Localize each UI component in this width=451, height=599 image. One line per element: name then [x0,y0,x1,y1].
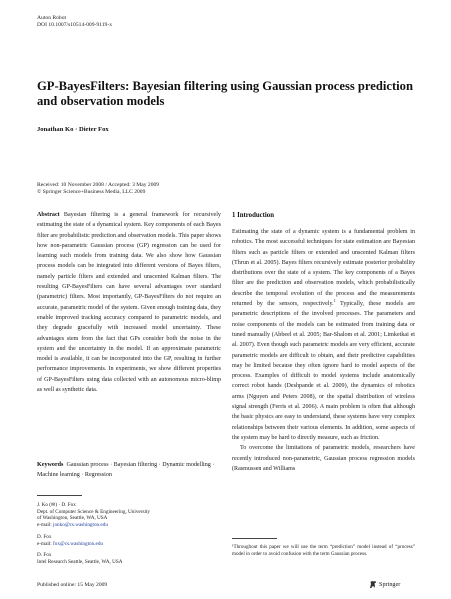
paper-title: GP-BayesFilters: Bayesian filtering using Gaussian process prediction and observation models [37,79,413,109]
affil-location: of Washington, Seattle, WA, USA [37,515,108,522]
affil-authors: J. Ko (✉) · D. Fox [37,502,76,508]
abstract-body: Bayesian filtering is a general framework for recursively estimating the state of a dynamical system. Key components of each Bayes filter are probabilistic prediction and observation models. This paper shows how non-parametric Gaussian process (GP) regression can be used for learning such models from training data. We also show how Gaussian process models can be integrated into different versions of Bayes filters, namely particle filters and extended and unscented Kalman filters. The resulting GP-BayesFilters can have several advantages over standard (parametric) filters. Most importantly, GP-BayesFilters do not require an accurate, parametric model of the system. Given enough training data, they enable improved tracking accuracy compared to parametric models, and they degrade gracefully with increased model uncertainty. These advantages stem from the fact that GPs consider both the noise in the system and the uncertainty in the model. If an approximate parametric model is available, it can be incorporated into the GP, resulting in further performance improvements. In experiments, we show different properties of GP-BayesFilters using data collected with an autonomous micro-blimp as well as synthetic data. [37,212,222,394]
section-heading: 1 Introduction [232,212,274,219]
copyright-line: © Springer Science+Business Media, LLC 2009 [37,189,146,196]
affil-dept: Dept. of Computer Science & Engineering, University [37,508,150,515]
doi: DOI 10.1007/s10514-009-9119-x [37,22,112,29]
received-dates: Received: 10 November 2008 / Accepted: 3 May 2009 [37,182,160,188]
abstract-label: Abstract [37,212,60,218]
email-label: e-mail: [37,540,52,547]
intro-text-1b: Typically, these models are parametric descriptions of the involved processes. The parameters and noise components of the models can be estimated from training data or tuned manually (Abbeel et al. 2005; Bar-Shalom et al. 2001; Limketkai et al. 2007). Even though such parametric models are very efficient, accurate parametric models are difficult to obtain, and their predictive capabilities may be limited because they often ignore hard to model aspects of the process. Examples of difficult to model systems include anatomically correct robot hands (Deshpande et al. 2009), the dynamics of robotics arms (Nguyen and Peters 2008), or the spatial distribution of wireless signal strength (Ferris et al. 2006). A main problem is often that although the basic physics are easy to understand, these systems have very complex relationships between their various elements. In addition, some aspects of the system may be hard to directly measure, such as friction. [232,301,415,441]
affil-email-row [37,522,221,529]
footnote-marker[interactable]: 1 [333,298,336,304]
intro-paragraph-1 [232,227,415,443]
footnote-divider [232,538,277,539]
author-list: Jonathan Ko · Dieter Fox [37,126,109,133]
email-link-fox[interactable]: fox@cs.washington.edu [53,540,104,547]
running-header [37,15,112,29]
keywords-label: Keywords [37,462,64,468]
journal-name: Auton Robot [37,15,67,21]
email-label: e-mail: [37,522,52,529]
abstract [37,210,221,395]
springer-wordmark: Springer [379,581,401,588]
email-link-ko[interactable]: jonko@cs.washington.edu [53,522,108,529]
affiliation-block [37,502,221,566]
footnote: ¹Throughout this paper we will use the term “prediction” model instead of “process” model in order to avoid confusion with the term Gaussian process. [232,544,415,557]
published-date: Published online: 15 May 2009 [37,582,108,588]
affil-author-fox-2: D. Fox [37,552,52,559]
affil-author-fox: D. Fox [37,533,52,540]
publisher-logo [369,580,400,589]
keywords-list: Gaussian process · Bayesian filtering · Dynamic modelling · Machine learning · Regression [37,462,215,479]
keywords [37,460,221,481]
affil-email-row-fox [37,541,221,548]
intro-text-1a: Estimating the state of a dynamic system is a fundamental problem in robotics. The most successful techniques for state estimation are Bayesian filters such as particle filters or extended and unscented Kalman filters (Thrun et al. 2005). Bayes filters recursively estimate posterior probability distributions over the state of a system. The key components of a Bayes filter are the prediction and observation models, which probabilistically describe the temporal evolution of the process and the measurements returned by the sensors, respectively. [232,229,415,308]
springer-horse-icon [369,580,377,589]
received-info [37,182,159,197]
affil-intel: Intel Research Seattle, Seattle, WA, USA [37,558,123,565]
affiliation-divider [37,495,82,496]
intro-paragraph-2: To overcome the limitations of parametric models, researchers have recently introduced non-parametric, Gaussian process regression models (Rasmussen and Williams [232,445,415,472]
introduction-section [232,211,415,474]
